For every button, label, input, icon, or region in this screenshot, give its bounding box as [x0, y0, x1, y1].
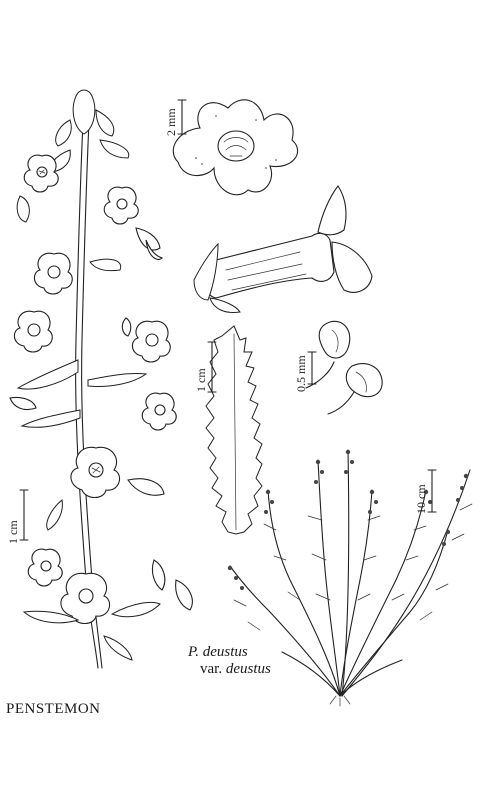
- anthers-illustration: [306, 321, 382, 414]
- scale-label-anthers: 0.5 mm: [294, 355, 308, 392]
- leaf-illustration: [206, 326, 262, 534]
- scale-label-leaf: 1 cm: [194, 368, 208, 392]
- species-caption: [178, 644, 271, 678]
- corolla-tube-illustration: [194, 186, 372, 312]
- scale-label-corolla-face: 2 mm: [164, 108, 178, 136]
- flowering-branch-illustration: [10, 90, 192, 668]
- scale-bar-anthers: [308, 352, 316, 384]
- scale-bar-corolla-face: [178, 100, 186, 134]
- scale-label-habit: 10 cm: [414, 484, 428, 514]
- variety-line: [178, 661, 271, 678]
- genus-title: PENSTEMON: [6, 701, 101, 717]
- corolla-face-illustration: [173, 100, 297, 195]
- scale-label-branch: 1 cm: [6, 520, 20, 544]
- scale-bar-branch: [20, 490, 28, 540]
- variety-prefix: var.: [200, 661, 223, 677]
- variety-name: deustus: [225, 661, 271, 677]
- species-name: P. deustus: [188, 644, 248, 660]
- scale-bar-habit: [428, 470, 436, 512]
